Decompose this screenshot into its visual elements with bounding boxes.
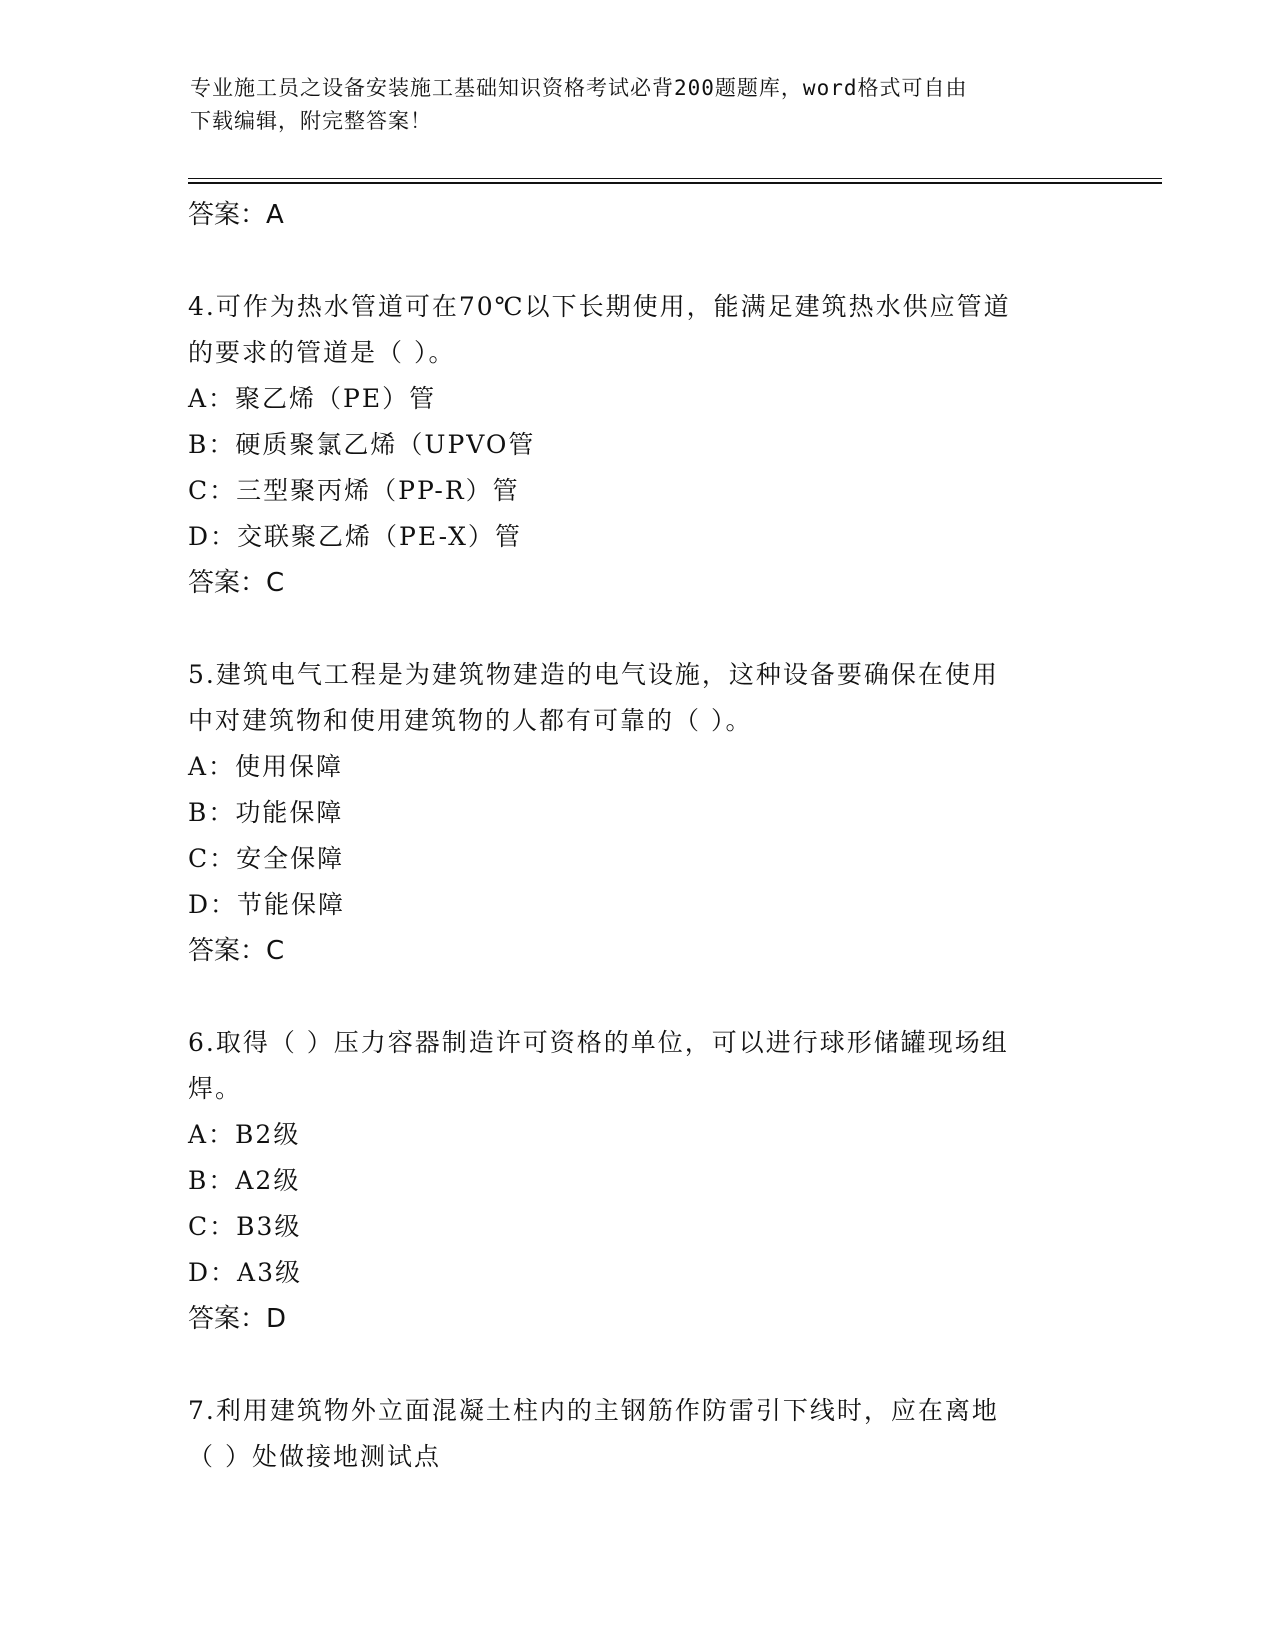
header-divider-thin <box>188 178 1162 179</box>
option-b: B：硬质聚氯乙烯（UPVO管 <box>188 430 536 459</box>
option-c: C：安全保障 <box>188 844 345 873</box>
option-a: A：使用保障 <box>188 752 344 781</box>
answer-label: 答案：A <box>188 200 284 230</box>
option-d: D：交联聚乙烯（PE-X）管 <box>188 522 522 551</box>
question-list <box>188 192 1088 1526</box>
question-4 <box>188 284 1088 606</box>
question-text: 的要求的管道是（ ）。 <box>188 338 456 367</box>
document-header <box>190 72 1090 138</box>
answer-label: 答案：C <box>188 936 285 966</box>
option-a: A：聚乙烯（PE）管 <box>188 384 437 413</box>
question-text: （ ）处做接地测试点 <box>188 1442 441 1471</box>
question-7 <box>188 1388 1088 1480</box>
option-d: D：A3级 <box>188 1258 303 1287</box>
answer-label: 答案：C <box>188 568 285 598</box>
header-line-2: 下载编辑，附完整答案！ <box>190 109 432 133</box>
header-line-1: 专业施工员之设备安装施工基础知识资格考试必背200题题库，word格式可自由 <box>190 76 968 100</box>
option-b: B：功能保障 <box>188 798 344 827</box>
question-text: 焊。 <box>188 1074 243 1103</box>
option-a: A：B2级 <box>188 1120 301 1149</box>
previous-answer-block <box>188 192 1088 238</box>
question-text: 中对建筑物和使用建筑物的人都有可靠的（ ）。 <box>188 706 753 735</box>
answer-label: 答案：D <box>188 1304 287 1334</box>
header-divider-thick <box>188 182 1162 184</box>
option-c: C：三型聚丙烯（PP-R）管 <box>188 476 520 505</box>
option-c: C：B3级 <box>188 1212 302 1241</box>
question-6 <box>188 1020 1088 1342</box>
question-text: 5.建筑电气工程是为建筑物建造的电气设施，这种设备要确保在使用 <box>188 660 999 689</box>
question-text: 6.取得（ ）压力容器制造许可资格的单位，可以进行球形储罐现场组 <box>188 1028 1009 1057</box>
question-text: 4.可作为热水管道可在70℃以下长期使用，能满足建筑热水供应管道 <box>188 292 1011 321</box>
option-b: B：A2级 <box>188 1166 301 1195</box>
question-text: 7.利用建筑物外立面混凝土柱内的主钢筋作防雷引下线时，应在离地 <box>188 1396 999 1425</box>
option-d: D：节能保障 <box>188 890 346 919</box>
question-5 <box>188 652 1088 974</box>
